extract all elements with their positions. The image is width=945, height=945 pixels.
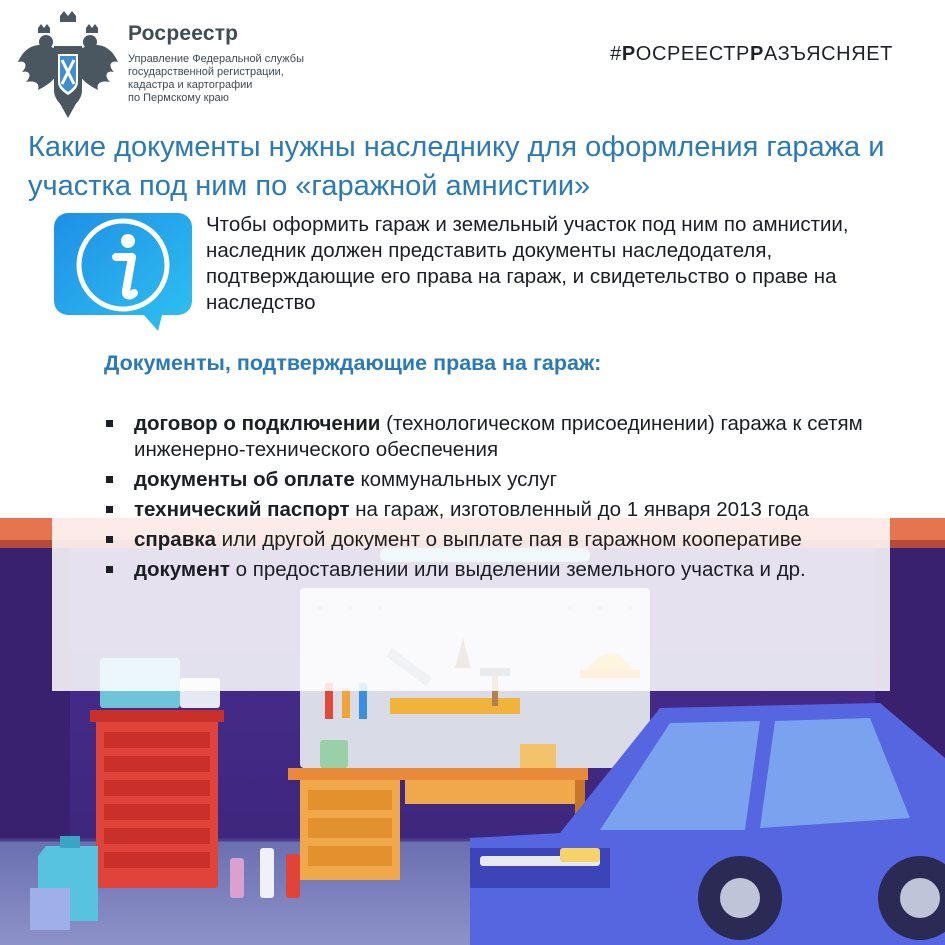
item-text: (технологическом присоединении) гаража к сетям инженерно-технического обеспечения xyxy=(134,412,863,461)
org-line: по Пермскому краю xyxy=(128,92,229,104)
org-name: Росреестр xyxy=(128,22,239,45)
emblem-icon xyxy=(16,10,120,120)
intro-text: Чтобы оформить гараж и земельный участок под ним по амнистии, наследник должен представить документы наследодателя, подтверждающие его права на гараж, и свидетельство о праве на наследство xyxy=(206,213,849,314)
documents-list xyxy=(104,411,864,587)
org-line: государственной регистрации, xyxy=(128,66,284,78)
hashtag-part: ОСРЕЕСТР xyxy=(635,43,750,65)
item-bold: справка xyxy=(134,528,216,551)
page-title: Какие документы нужны наследнику для оформления гаража и участка под ним по «гаражной амнистии» xyxy=(28,131,885,202)
item-text: или другой документ о выплате пая в гаражном кооперативе xyxy=(215,528,802,551)
list-item xyxy=(104,497,864,523)
org-block xyxy=(128,22,304,105)
item-text: коммунальных услуг xyxy=(354,468,558,491)
hashtag-part: АЗЪЯСНЯЕТ xyxy=(763,43,893,65)
list-item xyxy=(104,557,864,583)
list-item xyxy=(104,411,864,463)
info-icon xyxy=(50,205,198,335)
documents-panel xyxy=(52,333,890,691)
hashtag xyxy=(610,43,893,66)
org-line: Управление Федеральной службы xyxy=(128,53,304,65)
hashtag-part: Р xyxy=(621,43,636,65)
documents-heading: Документы, подтверждающие права на гараж: xyxy=(104,351,602,375)
item-bold: документ xyxy=(134,558,230,581)
item-text: о предоставлении или выделении земельного участка и др. xyxy=(229,558,806,581)
list-item xyxy=(104,527,864,553)
hashtag-part: Р xyxy=(749,43,764,65)
item-bold: договор о подключении xyxy=(134,412,381,435)
item-text: на гараж, изготовленный до 1 января 2013 года xyxy=(349,498,809,521)
list-item xyxy=(104,467,864,493)
item-bold: технический паспорт xyxy=(134,498,350,521)
org-line: кадастра и картографии xyxy=(128,79,253,91)
org-subtitle xyxy=(128,53,304,105)
item-bold: документы об оплате xyxy=(134,468,355,491)
hashtag-part: # xyxy=(610,43,622,65)
